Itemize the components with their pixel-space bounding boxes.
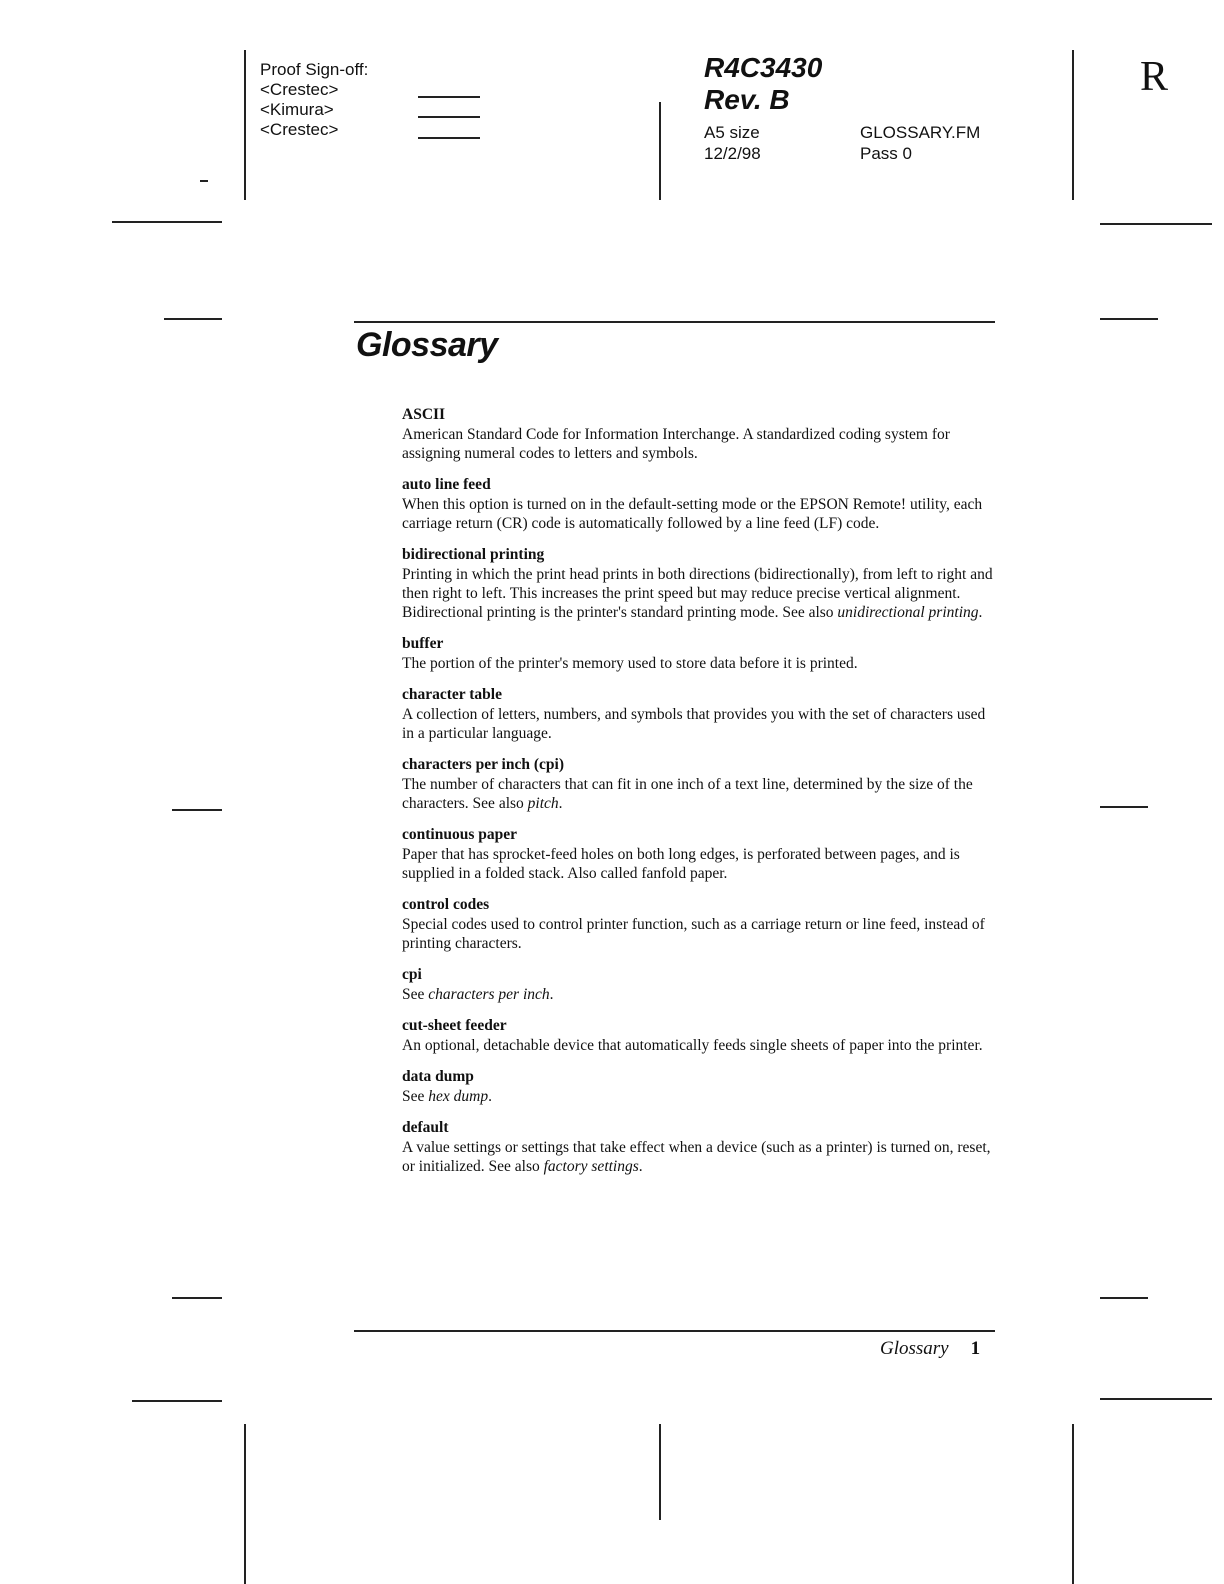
doc-pass: Pass 0 (860, 144, 912, 163)
definition-text: Printing in which the print head prints in both directions (bidirectionally), from left to right and then right to left. This increases the print speed but may reduce precise vertical alignment. Bidirectional printing is the printer's standard printing mode. See also (402, 566, 993, 621)
glossary-entry (402, 545, 994, 622)
doc-code: R4C3430 (704, 52, 823, 83)
footer-section: Glossary (880, 1338, 949, 1359)
glossary-definition (402, 985, 994, 1004)
cross-reference: characters per inch (428, 986, 550, 1003)
glossary-entry (402, 685, 994, 743)
glossary-term: control codes (402, 896, 490, 913)
proof-label: Proof Sign-off: (260, 60, 369, 79)
definition-text: . (549, 986, 554, 1003)
signoff-name: <Crestec> (260, 120, 339, 139)
signoff-line (418, 137, 480, 139)
glossary-list (402, 405, 994, 1188)
glossary-term: character table (402, 686, 502, 703)
glossary-term: auto line feed (402, 476, 491, 493)
crop-mark (244, 50, 246, 200)
crop-mark (1072, 1424, 1074, 1584)
glossary-definition (402, 1087, 994, 1106)
cross-reference: pitch (527, 795, 559, 812)
crop-mark (1100, 806, 1148, 808)
title-rule (354, 321, 995, 323)
definition-text: Special codes used to control printer function, such as a carriage return or line feed, instead of printing characters. (402, 916, 985, 952)
doc-date: 12/2/98 (704, 144, 761, 163)
crop-mark (244, 1424, 246, 1584)
definition-text: When this option is turned on in the default-setting mode or the EPSON Remote! utility, each carriage return (CR) code is automatically followed by a line feed (LF) code. (402, 496, 983, 532)
doc-file: GLOSSARY.FM (860, 123, 981, 142)
glossary-definition (402, 845, 994, 883)
crop-mark (1100, 1398, 1212, 1400)
definition-text: . (558, 795, 563, 812)
glossary-entry (402, 895, 994, 953)
definition-text: An optional, detachable device that automatically feeds single sheets of paper into the printer. (402, 1037, 983, 1054)
crop-mark (659, 1424, 661, 1520)
crop-mark (112, 221, 222, 223)
cross-reference: hex dump (428, 1088, 489, 1105)
signoff-name: <Kimura> (260, 100, 334, 119)
glossary-entry (402, 825, 994, 883)
cross-reference: unidirectional printing (837, 604, 979, 621)
glossary-term: data dump (402, 1068, 474, 1085)
definition-text: . (978, 604, 983, 621)
glossary-entry (402, 965, 994, 1004)
glossary-definition (402, 915, 994, 953)
definition-text: See (402, 1088, 429, 1105)
glossary-definition (402, 654, 994, 673)
doc-revision: Rev. B (704, 84, 790, 115)
glossary-entry (402, 1118, 994, 1176)
corner-mark: R (1140, 54, 1169, 100)
proof-signoff (260, 60, 368, 140)
crop-mark (172, 1297, 222, 1299)
crop-mark (200, 180, 208, 182)
page-title: Glossary (356, 326, 498, 364)
crop-mark (659, 102, 661, 200)
cross-reference: factory settings (543, 1158, 639, 1175)
definition-text: . (488, 1088, 492, 1105)
glossary-definition (402, 425, 994, 463)
glossary-term: ASCII (402, 406, 446, 423)
definition-text: See (402, 986, 429, 1003)
crop-mark (164, 318, 222, 320)
definition-text: A collection of letters, numbers, and symbols that provides you with the set of characters used in a particular language. (402, 706, 986, 742)
glossary-definition (402, 565, 994, 622)
glossary-entry (402, 405, 994, 463)
glossary-definition (402, 775, 994, 813)
glossary-term: bidirectional printing (402, 546, 545, 563)
crop-mark (132, 1400, 222, 1402)
crop-mark (1100, 318, 1158, 320)
signoff-line (418, 96, 480, 98)
glossary-entry (402, 475, 994, 533)
definition-text: American Standard Code for Information Interchange. A standardized coding system for assigning numeral codes to letters and symbols. (402, 426, 950, 462)
glossary-term: default (402, 1119, 449, 1136)
page-footer (880, 1338, 980, 1360)
glossary-term: cpi (402, 966, 422, 983)
crop-mark (1072, 50, 1074, 200)
doc-meta (704, 122, 761, 164)
signoff-line (418, 116, 480, 118)
definition-text: A value settings or settings that take effect when a device (such as a printer) is turned on, reset, or initialized. See also (402, 1139, 991, 1175)
doc-size: A5 size (704, 123, 760, 142)
glossary-term: buffer (402, 635, 444, 652)
glossary-entry (402, 755, 994, 813)
glossary-definition (402, 495, 994, 533)
glossary-entry (402, 1016, 994, 1055)
crop-mark (1100, 1297, 1148, 1299)
doc-code-block (704, 52, 822, 116)
definition-text: . (638, 1158, 643, 1175)
doc-file-meta (860, 122, 980, 164)
signoff-name: <Crestec> (260, 80, 339, 99)
glossary-entry (402, 634, 994, 673)
glossary-term: continuous paper (402, 826, 517, 843)
crop-mark (1100, 223, 1212, 225)
page-number: 1 (970, 1338, 981, 1359)
glossary-definition (402, 1036, 994, 1055)
glossary-term: characters per inch (cpi) (402, 756, 564, 773)
glossary-term: cut-sheet feeder (402, 1017, 507, 1034)
glossary-entry (402, 1067, 994, 1106)
definition-text: The portion of the printer's memory used to store data before it is printed. (402, 655, 858, 672)
glossary-definition (402, 705, 994, 743)
footer-rule (354, 1330, 995, 1332)
definition-text: Paper that has sprocket-feed holes on both long edges, is perforated between pages, and is supplied in a folded stack. Also called fanfold paper. (402, 846, 960, 882)
definition-text: The number of characters that can fit in one inch of a text line, determined by the size of the characters. See also (402, 776, 973, 812)
glossary-definition (402, 1138, 994, 1176)
crop-mark (172, 809, 222, 811)
